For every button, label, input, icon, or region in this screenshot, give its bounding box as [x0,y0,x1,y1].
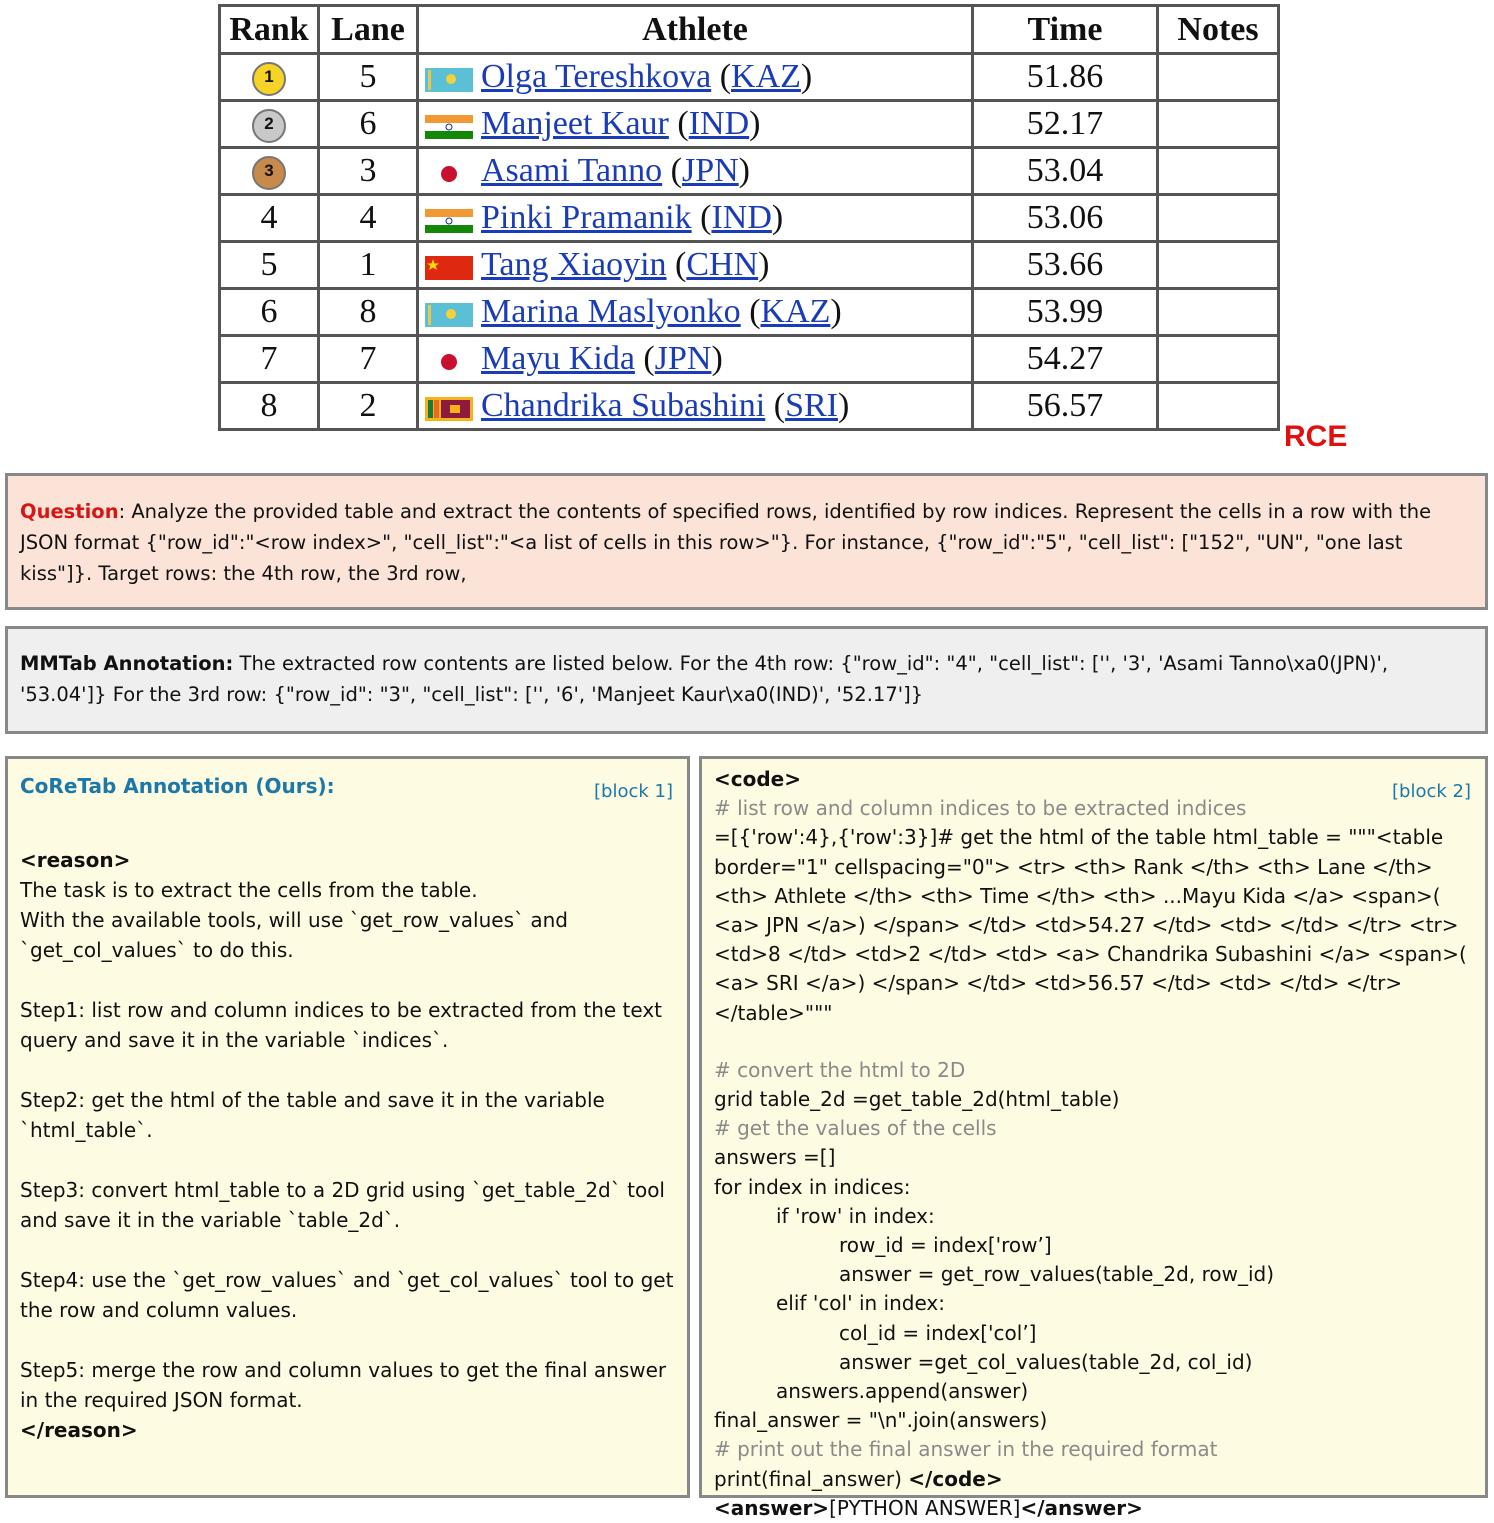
code-open-tag: <code> [714,767,801,791]
rank-cell [220,54,319,101]
time-cell: 53.04 [973,148,1158,195]
country-link[interactable]: IND [688,105,750,142]
athlete-cell: Chandrika Subashini (SRI) [418,383,973,430]
time-cell: 56.57 [973,383,1158,430]
reason-step-4: Step4: use the `get_row_values` and `get_col_values` tool to get the row and column values. [20,1268,680,1322]
code-line-indices: =[{'row':4},{'row':3}]# get the html of the table html_table = """<table border="1" cellspacing="0"> <tr> <th> Rank </th> <th> Lane </th> <th> Athlete </th> <th> Time </th> <th> ...Mayu Kida </a> <span>( <a> JPN </a>) </span> </td> <td>54.27 </td> <td> </td> </tr> <tr> <td>8 </td> <td>2 </td> <td> <a> Chandrika Subashini </a> <span>( <a> SRI </a>) </span> </td> <td>56.57 </td> <td> </td> </tr> </table>""" [714,825,1474,1025]
lane-cell: 6 [319,101,418,148]
table-row [220,101,1279,148]
header-time: Time [973,6,1158,54]
reason-open-tag: <reason> [20,848,131,872]
notes-cell [1158,383,1279,430]
reason-step-5: Step5: merge the row and column values to get the final answer in the required JSON format. [20,1358,673,1412]
question-text: : Analyze the provided table and extract the contents of specified rows, identified by row indices. Represent the cells in a row with the JSON format {"row_id":"<row index>", "cell_list":"<a list of cells in this row>"}. For instance, {"row_id":"5", "cell_list": ["152", "UN", "one last kiss"]}. Target rows: the 4th row, the 3rd row, [20,500,1432,585]
reason-step-1: Step1: list row and column indices to be extracted from the text query and save it in the variable `indices`. [20,998,669,1052]
notes-cell [1158,336,1279,383]
code-line-if: if 'row' in index: [776,1203,935,1228]
block-1 [5,756,690,1498]
athlete-link[interactable]: Marina Maslyonko [481,293,741,330]
answer-open-tag: <answer> [714,1495,830,1520]
rank-value: 5 [260,246,278,283]
athlete-cell: Manjeet Kaur (IND) [418,101,973,148]
lane-cell: 1 [319,242,418,289]
mmtab-label: MMTab Annotation: [20,652,234,675]
block-2-tag: [block 2] [1392,781,1471,802]
header-athlete: Athlete [418,6,973,54]
code-line-join: final_answer = "\n".join(answers) [714,1408,1048,1433]
code-line-col-answer: answer =get_col_values(table_2d, col_id) [839,1349,1253,1374]
code-comment-1: # list row and column indices to be extracted indices [714,796,1247,821]
lane-cell: 4 [319,195,418,242]
code-line-elif: elif 'col' in index: [776,1291,946,1316]
code-line-print [714,1465,1473,1494]
block-2 [699,756,1488,1520]
country-link[interactable]: KAZ [731,58,801,95]
table-row [220,148,1279,195]
rank-cell [220,195,319,242]
athlete-cell: Olga Tereshkova (KAZ) [418,54,973,101]
question-label: Question [20,500,119,523]
flag-jpn-icon [425,345,473,369]
athlete-link[interactable]: Olga Tereshkova [481,58,712,95]
code-comment-4: # print out the final answer in the required format [714,1437,1218,1462]
code-line-col-id: col_id = index['col’] [839,1320,1037,1345]
header-lane: Lane [319,6,418,54]
athlete-cell: Tang Xiaoyin (CHN) [418,242,973,289]
code-line-row-id: row_id = index['row’] [839,1233,1052,1258]
country-link[interactable]: SRI [785,387,839,424]
table-header-row [220,6,1279,54]
lane-cell: 5 [319,54,418,101]
table-row [220,289,1279,336]
rank-cell [220,383,319,430]
code-comment-2: # convert the html to 2D [714,1057,966,1082]
question-box [5,473,1488,610]
notes-cell [1158,148,1279,195]
notes-cell [1158,195,1279,242]
flag-ind-icon [425,110,473,134]
header-rank: Rank [220,6,319,54]
athlete-link[interactable]: Mayu Kida [481,340,635,377]
code-line-grid: grid table_2d =get_table_2d(html_table) [714,1087,1120,1112]
athlete-cell: Marina Maslyonko (KAZ) [418,289,973,336]
flag-jpn-icon [425,157,473,181]
time-cell: 53.66 [973,242,1158,289]
country-link[interactable]: IND [711,199,772,236]
country-link[interactable]: KAZ [760,293,831,330]
lane-cell: 7 [319,336,418,383]
athlete-cell: Asami Tanno (JPN) [418,148,973,195]
code-line-for: for index in indices: [714,1174,911,1199]
mmtab-box [5,626,1488,734]
time-cell: 52.17 [973,101,1158,148]
athlete-link[interactable]: Tang Xiaoyin [481,246,667,283]
rank-value: 4 [260,199,278,236]
table-row [220,336,1279,383]
header-notes: Notes [1158,6,1279,54]
flag-chn-icon [425,251,473,275]
notes-cell [1158,289,1279,336]
rank-value: 6 [260,293,278,330]
code-line-answers: answers =[] [714,1145,836,1170]
bronze-medal-icon: 3 [252,156,286,190]
table-row [220,242,1279,289]
country-link[interactable]: JPN [681,152,739,189]
answer-line [714,1494,1473,1523]
country-link[interactable]: JPN [654,340,712,377]
gold-medal-icon: 1 [252,62,286,96]
lane-cell: 3 [319,148,418,195]
athlete-cell: Pinki Pramanik (IND) [418,195,973,242]
athlete-link[interactable]: Chandrika Subashini [481,387,766,424]
flag-ind-icon [425,204,473,228]
athlete-link[interactable]: Pinki Pramanik [481,199,692,236]
reason-intro-1: The task is to extract the cells from the table. [20,878,478,902]
time-cell: 53.06 [973,195,1158,242]
time-cell: 51.86 [973,54,1158,101]
reason-close-tag: </reason> [20,1418,138,1442]
block-1-title: CoReTab Annotation (Ours): [20,774,335,798]
flag-sri-icon [425,392,473,416]
answer-close-tag: </answer> [1020,1495,1143,1520]
results-table [218,4,1280,431]
rank-cell [220,242,319,289]
mmtab-text: The extracted row contents are listed below. For the 4th row: {"row_id": "4", "cell_list": ['', '3', 'Asami Tanno\xa0(JPN)', '53.04']} For the 3rd row: {"row_id": "3", "cell_list": ['', '6', 'Manjeet Kaur\xa0(IND)', '52.17']} [20,652,1389,706]
flag-kaz-icon [425,63,473,87]
notes-cell [1158,242,1279,289]
silver-medal-icon: 2 [252,109,286,143]
rank-cell [220,148,319,195]
block-1-tag: [block 1] [594,781,673,802]
answer-value: [PYTHON ANSWER] [829,1495,1021,1520]
rank-cell [220,289,319,336]
rank-value: 7 [260,340,278,377]
reason-step-2: Step2: get the html of the table and save it in the variable `html_table`. [20,1088,612,1142]
code-comment-3: # get the values of the cells [714,1116,997,1141]
flag-kaz-icon [425,298,473,322]
notes-cell [1158,101,1279,148]
reason-intro-2: With the available tools, will use `get_row_values` and `get_col_values` to do this. [20,908,575,962]
country-link[interactable]: CHN [686,246,759,283]
athlete-link[interactable]: Asami Tanno [481,152,663,189]
lane-cell: 2 [319,383,418,430]
rank-cell [220,336,319,383]
notes-cell [1158,54,1279,101]
table-row [220,195,1279,242]
code-close-tag: </code> [908,1466,1003,1491]
code-line-append: answers.append(answer) [776,1379,1029,1404]
rank-value: 8 [260,387,278,424]
rce-label: RCE [1284,420,1348,453]
athlete-cell: Mayu Kida (JPN) [418,336,973,383]
rank-cell [220,101,319,148]
lane-cell: 8 [319,289,418,336]
athlete-link[interactable]: Manjeet Kaur [481,105,669,142]
time-cell: 54.27 [973,336,1158,383]
time-cell: 53.99 [973,289,1158,336]
table-row [220,54,1279,101]
table-row [220,383,1279,430]
reason-step-3: Step3: convert html_table to a 2D grid using `get_table_2d` tool and save it in the variable `table_2d`. [20,1178,672,1232]
code-print-text: print(final_answer) [714,1466,909,1491]
code-line-row-answer: answer = get_row_values(table_2d, row_id) [839,1262,1274,1287]
